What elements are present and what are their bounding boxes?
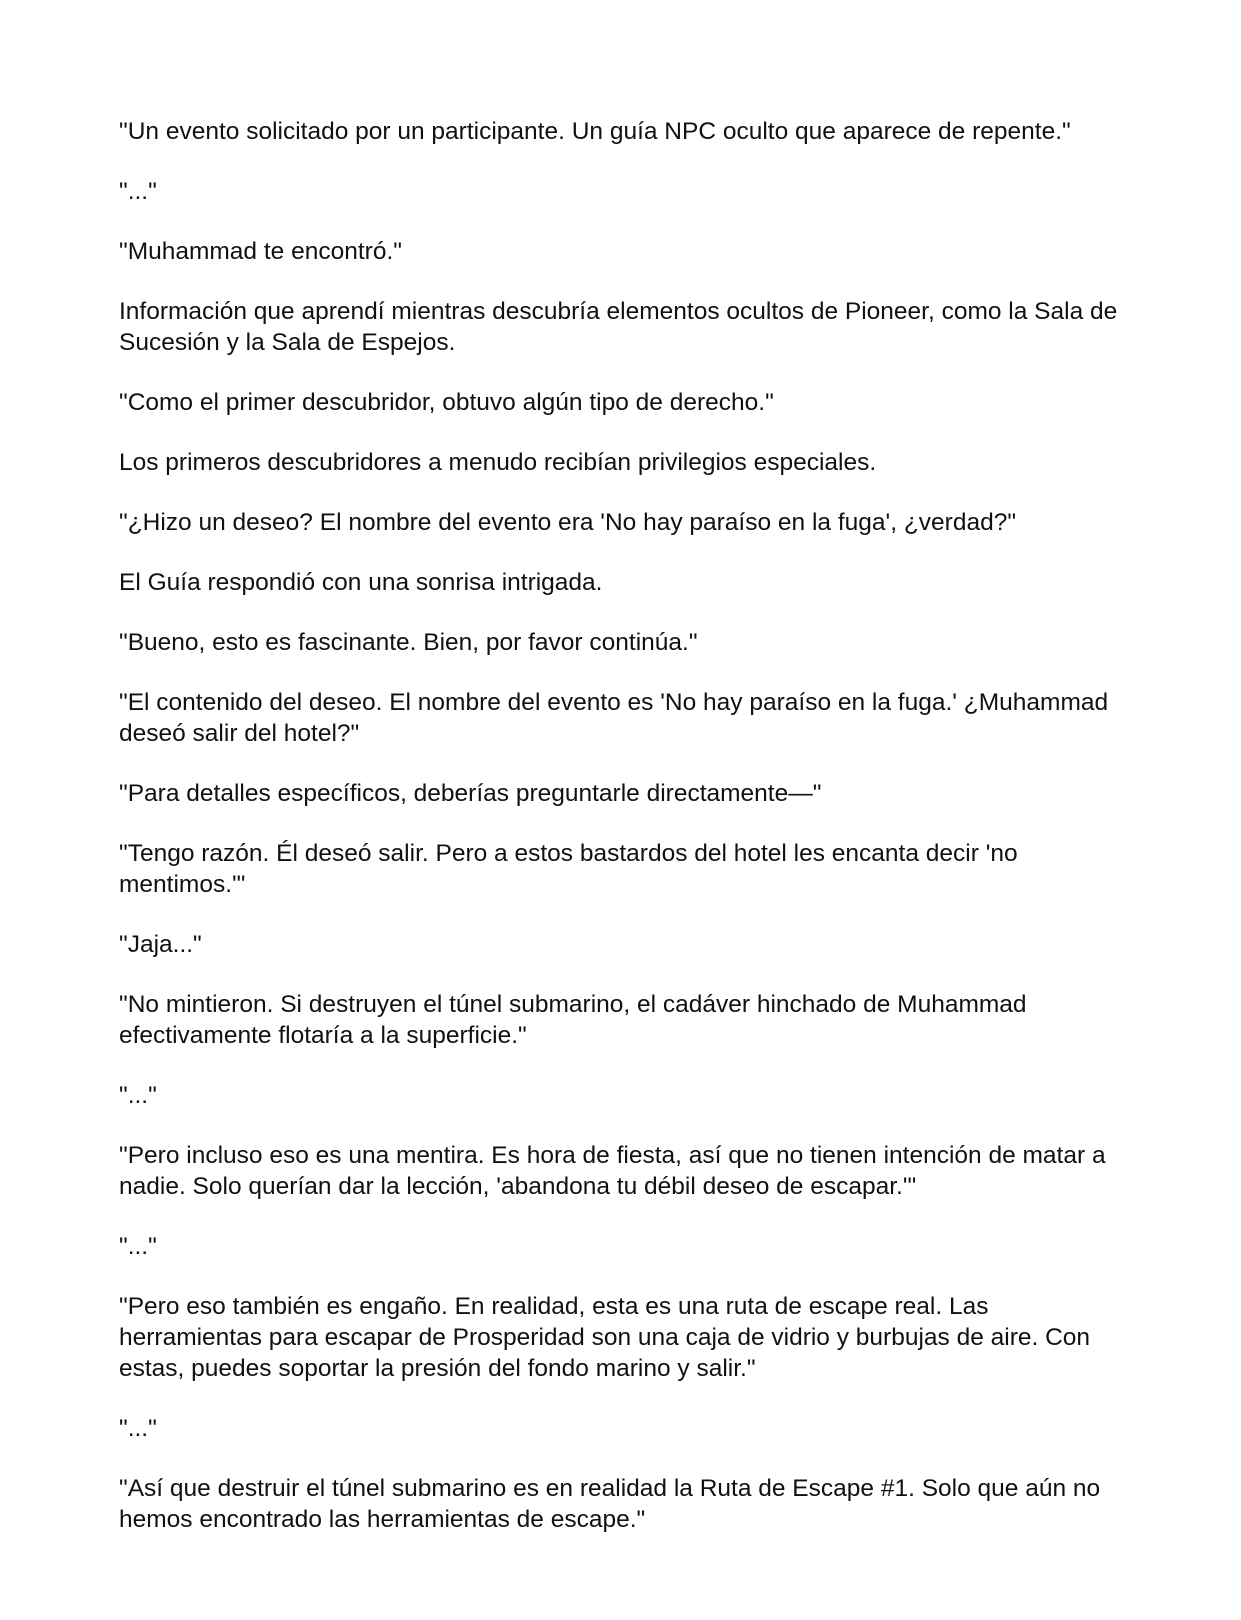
paragraph: "Tengo razón. Él deseó salir. Pero a estos bastardos del hotel les encanta decir 'no mentimos.'" <box>119 840 1018 898</box>
paragraph: "Jaja..." <box>119 931 202 958</box>
paragraph: "¿Hizo un deseo? El nombre del evento era 'No hay paraíso en la fuga', ¿verdad?" <box>119 509 1017 536</box>
paragraph: "Un evento solicitado por un participante. Un guía NPC oculto que aparece de repente." <box>119 118 1071 145</box>
paragraph: "Muhammad te encontró." <box>119 238 402 265</box>
paragraph: "Bueno, esto es fascinante. Bien, por favor continúa." <box>119 629 698 656</box>
paragraph: "No mintieron. Si destruyen el túnel submarino, el cadáver hinchado de Muhammad efectivamente flotaría a la superficie." <box>119 991 1027 1049</box>
paragraph: El Guía respondió con una sonrisa intrigada. <box>119 569 603 596</box>
paragraph: Información que aprendí mientras descubría elementos ocultos de Pioneer, como la Sala de Sucesión y la Sala de Espejos. <box>119 298 1118 356</box>
document-page <box>119 116 1129 1564</box>
paragraph: "Para detalles específicos, deberías preguntarle directamente—" <box>119 780 822 807</box>
paragraph: "..." <box>119 1082 157 1109</box>
paragraph: "..." <box>119 1415 157 1442</box>
paragraph: Los primeros descubridores a menudo recibían privilegios especiales. <box>119 449 877 476</box>
paragraph: "Pero incluso eso es una mentira. Es hora de fiesta, así que no tienen intención de matar a nadie. Solo querían dar la lección, 'abandona tu débil deseo de escapar.'" <box>119 1142 1106 1200</box>
paragraph: "..." <box>119 178 157 205</box>
paragraph: "Así que destruir el túnel submarino es en realidad la Ruta de Escape #1. Solo que aún no hemos encontrado las herramientas de escape." <box>119 1475 1101 1533</box>
paragraph: "Como el primer descubridor, obtuvo algún tipo de derecho." <box>119 389 774 416</box>
paragraph: "Pero eso también es engaño. En realidad, esta es una ruta de escape real. Las herramientas para escapar de Prosperidad son una caja de vidrio y burbujas de aire. Con estas, puedes soportar la presión del fondo marino y salir." <box>119 1293 1091 1382</box>
paragraph: "El contenido del deseo. El nombre del evento es 'No hay paraíso en la fuga.' ¿Muhammad deseó salir del hotel?" <box>119 689 1109 747</box>
paragraph: "..." <box>119 1233 157 1260</box>
